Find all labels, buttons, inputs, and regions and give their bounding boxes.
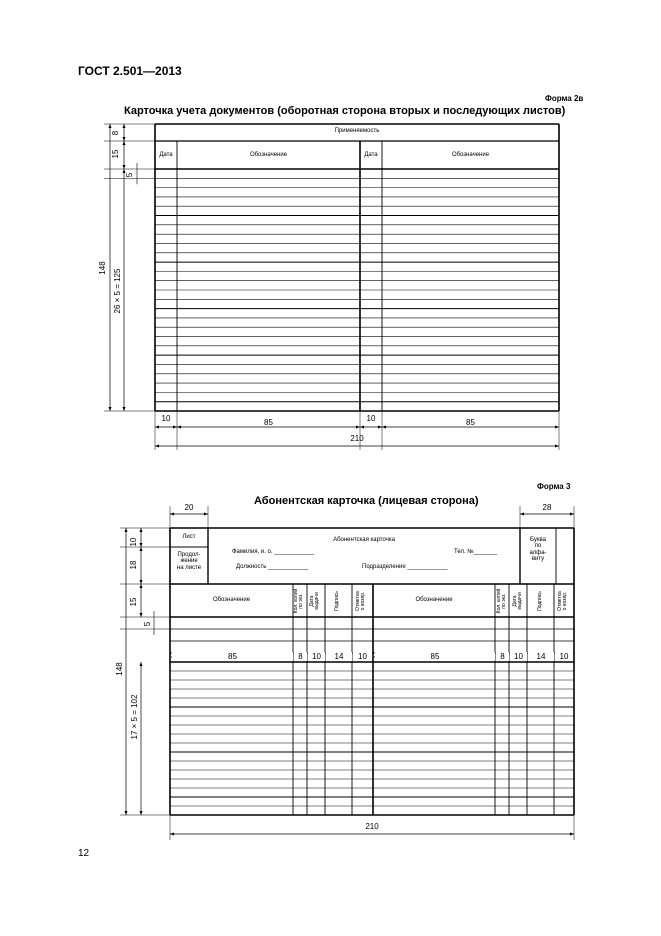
form3-col-return-2: Отметка о возвр. bbox=[557, 591, 569, 611]
form3-col-return-1: Отметка о возвр. bbox=[355, 591, 367, 611]
form2v-applicability: Применяемость bbox=[334, 128, 380, 134]
standard-header: ГОСТ 2.501—2013 bbox=[78, 64, 182, 78]
form2v-col-date-1: Дата bbox=[159, 152, 173, 158]
page-number: 12 bbox=[78, 848, 90, 859]
form3-dim-total-height: 148 bbox=[115, 662, 124, 676]
form3-dim-designation-1: 85 bbox=[172, 652, 293, 661]
form3-dim-date-2: 10 bbox=[510, 652, 527, 661]
form3-col-designation-1: Обозначение bbox=[212, 597, 251, 603]
form2v-col-designation-1: Обозначение bbox=[249, 152, 288, 158]
form3-dim-copies-1: 8 bbox=[294, 652, 307, 661]
form3-dim-copies-2: 8 bbox=[496, 652, 509, 661]
form3-position: Должность ____________ bbox=[236, 564, 309, 570]
form3-dim-signature-1: 14 bbox=[326, 652, 352, 661]
form2v-title: Карточка учета документов (оборотная сторона вторых и последующих листов) bbox=[124, 105, 566, 117]
form3-title: Абонентская карточка (лицевая сторона) bbox=[254, 495, 479, 507]
form3-dim-top2: 18 bbox=[129, 560, 138, 570]
form3-dim-rows-height: 17 × 5 = 102 bbox=[130, 694, 139, 740]
form3-dim-signature-2: 14 bbox=[528, 652, 554, 661]
form3-letter: Буква по алфа- виту bbox=[529, 537, 547, 562]
form3-sheet: Лист bbox=[182, 534, 196, 540]
form3-dim-date-1: 10 bbox=[308, 652, 325, 661]
form3-col-copies-2: Кол. копий по экз. bbox=[496, 588, 508, 614]
form3-dim-designation-2: 85 bbox=[375, 652, 495, 661]
form3-dim-top1: 10 bbox=[129, 537, 138, 547]
form3-phone: Тел. №_______ bbox=[454, 549, 498, 555]
form2v-dim-date-1: 10 bbox=[161, 414, 171, 423]
form3-col-date-1: Дата выдачи bbox=[309, 592, 321, 610]
form3-col-date-2: Дата выдачи bbox=[512, 592, 524, 610]
form3-col-signature-2: Подпись bbox=[537, 591, 543, 611]
form2v-col-designation-2: Обозначение bbox=[451, 152, 490, 158]
form2v-col-date-2: Дата bbox=[364, 152, 378, 158]
form2v-dim-rows-height: 26 × 5 = 125 bbox=[113, 268, 122, 314]
form3-continuation: Продол- жение на листе bbox=[176, 552, 202, 571]
form3-dim-header: 15 bbox=[129, 597, 138, 607]
form2v-dim-total-width: 210 bbox=[350, 434, 364, 443]
form3-col-designation-2: Обозначение bbox=[415, 597, 453, 603]
form2v-dim-total-height: 148 bbox=[98, 261, 107, 275]
form3-dim-return-1: 10 bbox=[353, 652, 372, 661]
form3-dim-return-2: 10 bbox=[555, 652, 573, 661]
form3-dim-letter: 28 bbox=[542, 503, 552, 512]
form2v-dim-top-row: 8 bbox=[111, 130, 120, 136]
form3-dim-row: 5 bbox=[143, 621, 152, 627]
form3-department: Подразделение ____________ bbox=[362, 564, 448, 570]
form2v-label: Форма 2в bbox=[545, 94, 584, 103]
form3-card-title: Абонентская карточка bbox=[333, 537, 395, 543]
form3-col-signature-1: Подпись bbox=[334, 591, 340, 611]
form3-dim-sheet: 20 bbox=[184, 503, 194, 512]
form2v-dim-date-2: 10 bbox=[366, 414, 376, 423]
form2v-dim-row-height: 5 bbox=[125, 172, 134, 178]
form2v-dim-designation-2: 85 bbox=[466, 418, 475, 427]
form2v-dim-designation-1: 85 bbox=[264, 418, 273, 427]
form3-dim-total-width: 210 bbox=[365, 822, 379, 831]
form3-label: Форма 3 bbox=[537, 482, 571, 491]
form3-surname: Фамилия, и. о. ____________ bbox=[232, 549, 315, 555]
form2v-dim-header-row: 15 bbox=[111, 149, 120, 159]
form3-col-copies-1: Кол. копий по экз. bbox=[293, 588, 305, 614]
